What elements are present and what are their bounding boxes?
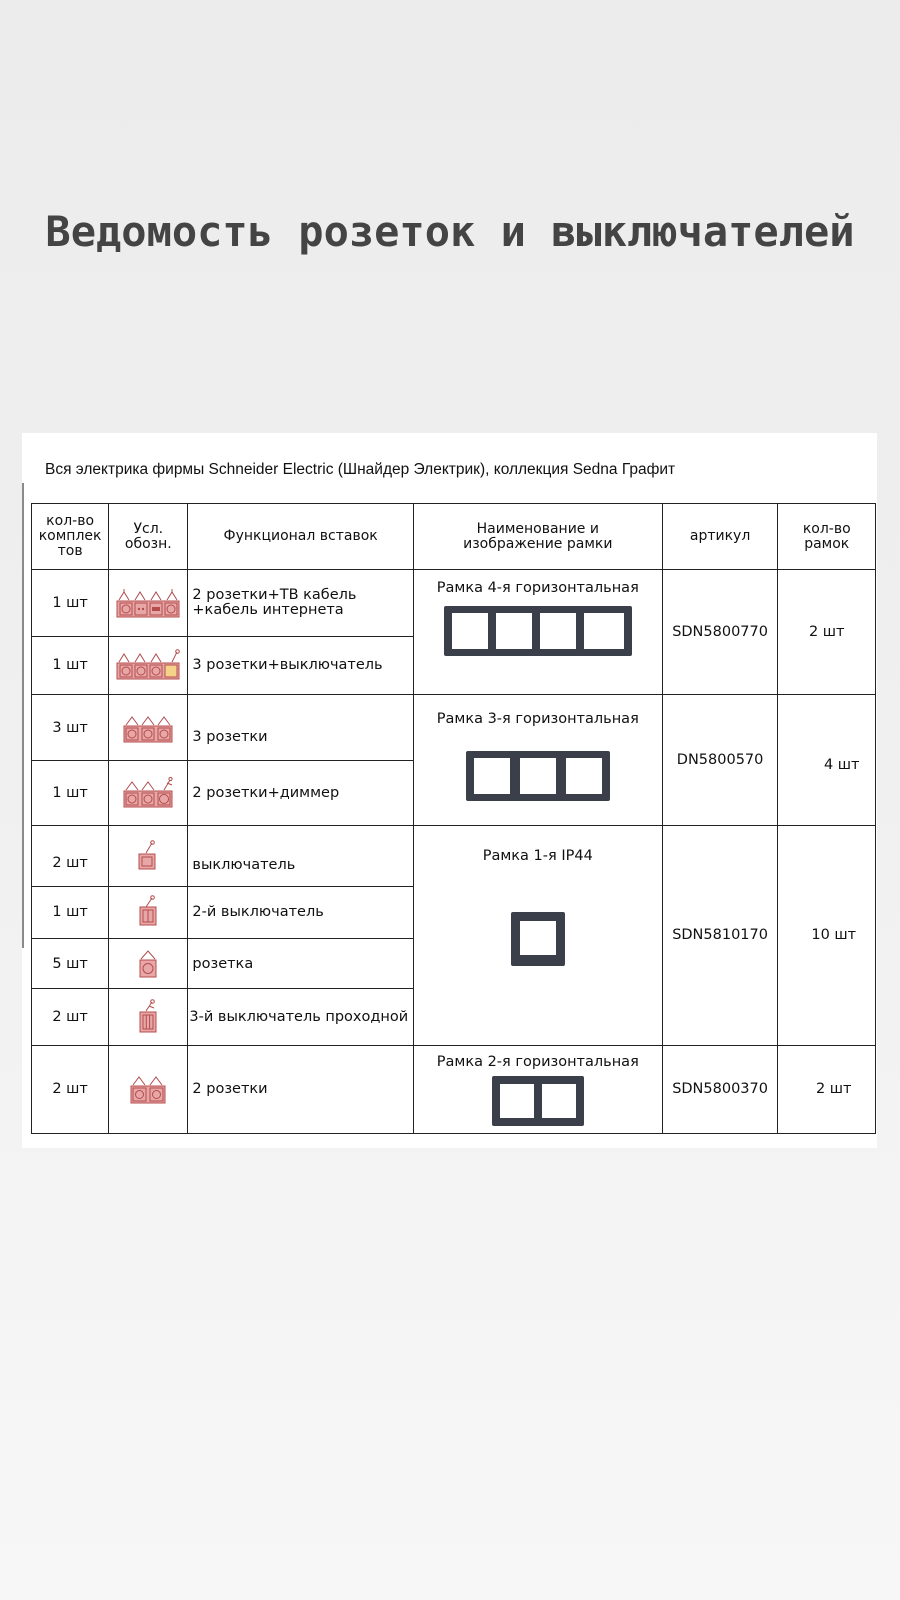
- article-cell: DN5800570: [662, 694, 778, 825]
- header-symbol: Усл. обозн.: [109, 504, 188, 570]
- article-cell: SDN5800370: [662, 1045, 778, 1133]
- triple-switch-icon: [109, 989, 188, 1045]
- qty-cell: 1 шт: [32, 761, 109, 825]
- function-cell: 3 розетки+выключатель: [188, 636, 413, 694]
- article-cell: SDN5800770: [662, 570, 778, 695]
- page-title: Ведомость розеток и выключателей: [45, 207, 855, 256]
- function-cell: розетка: [188, 939, 413, 989]
- block-4-socket-switch-icon: [109, 636, 188, 694]
- table-row: [32, 825, 876, 886]
- qty-cell: 2 шт: [32, 1045, 109, 1133]
- frame-4-gang-icon: [444, 606, 632, 656]
- qty-cell: 1 шт: [32, 570, 109, 636]
- qty-cell: 1 шт: [32, 886, 109, 938]
- header-qty: кол-во комплек тов: [32, 504, 109, 570]
- qty-cell: 3 шт: [32, 694, 109, 760]
- qty-cell: 2 шт: [32, 825, 109, 886]
- function-cell: 2 розетки+диммер: [188, 761, 413, 825]
- block-4-socket-tv-internet-icon: [109, 570, 188, 636]
- function-cell: выключатель: [188, 825, 413, 886]
- frame-3-gang-icon: [466, 751, 610, 801]
- frames-count-cell: 4 шт: [778, 694, 876, 825]
- single-switch-icon: [109, 825, 188, 886]
- qty-cell: 2 шт: [32, 989, 109, 1045]
- frame-cell: [413, 694, 662, 825]
- function-cell: 3-й выключатель проходной: [188, 989, 413, 1045]
- frame-cell: [413, 1045, 662, 1133]
- header-frame: Наименование и изображение рамки: [413, 504, 662, 570]
- block-3-socket-dimmer-icon: [109, 761, 188, 825]
- table-header-row: [32, 504, 876, 570]
- double-switch-icon: [109, 886, 188, 938]
- block-2-socket-icon: [109, 1045, 188, 1133]
- frame-cell: [413, 825, 662, 1045]
- single-socket-icon: [109, 939, 188, 989]
- header-article: артикул: [662, 504, 778, 570]
- frames-count-cell: 10 шт: [778, 825, 876, 1045]
- qty-cell: 1 шт: [32, 636, 109, 694]
- frame-2-gang-icon: [492, 1076, 584, 1126]
- frame-name: Рамка 2-я горизонтальная: [436, 1053, 639, 1070]
- article-cell: SDN5810170: [662, 825, 778, 1045]
- function-cell: 3 розетки: [188, 694, 413, 760]
- sheet-edge-line: [22, 483, 24, 948]
- frame-name: Рамка 1-я IP44: [482, 847, 593, 864]
- function-cell: 2 розетки: [188, 1045, 413, 1133]
- function-cell: 2-й выключатель: [188, 886, 413, 938]
- frames-count-cell: 2 шт: [778, 1045, 876, 1133]
- schedule-table: [31, 503, 876, 1134]
- schedule-sheet: [22, 433, 877, 1148]
- block-3-socket-icon: [109, 694, 188, 760]
- frame-1-gang-ip44-icon: [511, 912, 565, 966]
- table-row: [32, 694, 876, 760]
- qty-cell: 5 шт: [32, 939, 109, 989]
- brand-note: Вся электрика фирмы Schneider Electric (Шнайдер Электрик), коллекция Sedna Графит: [45, 461, 676, 478]
- header-function: Функционал вставок: [188, 504, 413, 570]
- header-frames-count: кол-во рамок: [778, 504, 876, 570]
- frames-count-cell: 2 шт: [778, 570, 876, 695]
- table-row: [32, 570, 876, 636]
- frame-name: Рамка 4-я горизонтальная: [436, 580, 639, 597]
- frame-cell: [413, 570, 662, 695]
- frame-name: Рамка 3-я горизонтальная: [436, 710, 639, 727]
- table-row: [32, 1045, 876, 1133]
- function-cell: 2 розетки+ТВ кабель +кабель интернета: [188, 570, 413, 636]
